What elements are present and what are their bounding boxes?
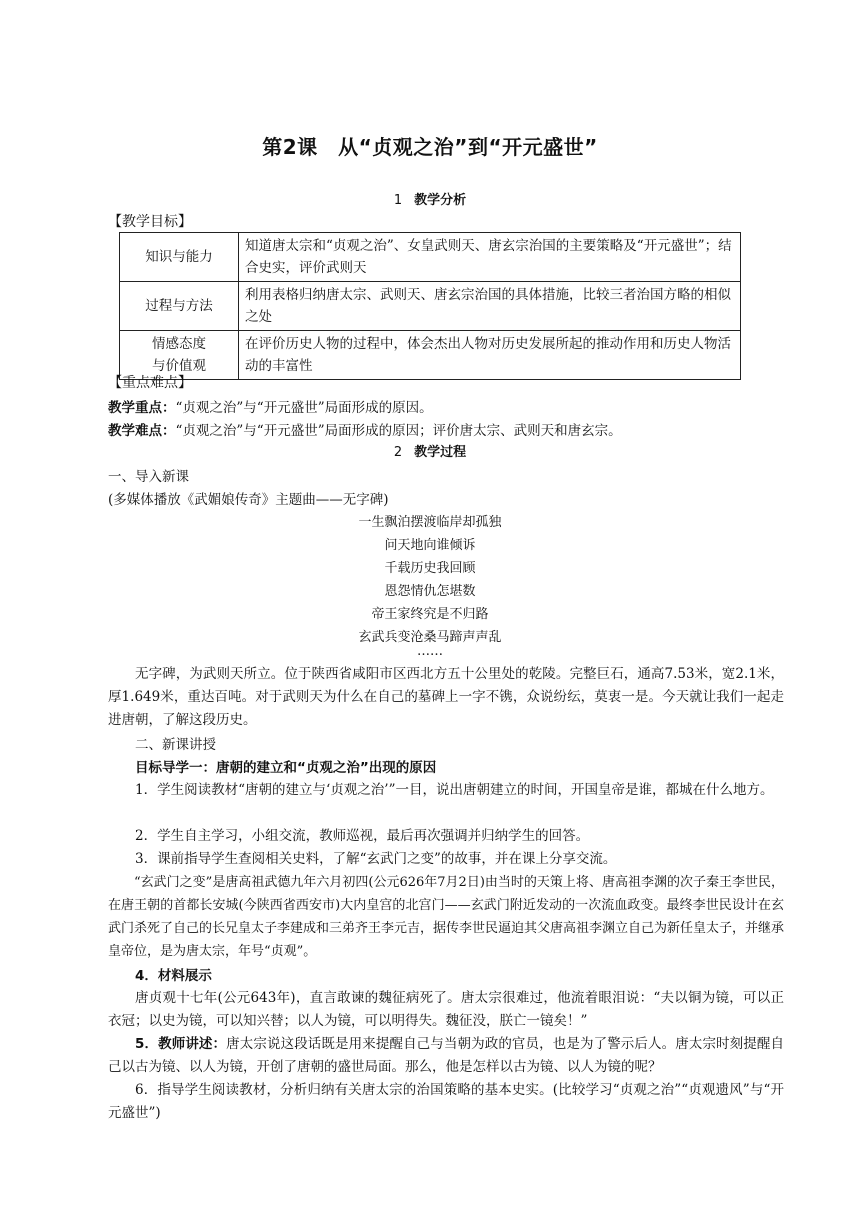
section-label: 教学分析 xyxy=(414,193,467,208)
key-points-heading: 【重点难点】 xyxy=(108,375,192,391)
key-point-text: “贞观之治”与“开元盛世”局面形成的原因。 xyxy=(175,400,433,416)
poem-line: 玄武兵变沧桑马蹄声声乱 xyxy=(358,630,502,645)
step-five xyxy=(108,1033,784,1079)
part-one-heading: 一、导入新课 xyxy=(108,469,189,485)
poem-line: 千载历史我回顾 xyxy=(384,561,476,576)
poem-ellipsis: …… xyxy=(417,644,443,659)
table-row xyxy=(120,331,741,380)
poem-line: 帝王家终究是不归路 xyxy=(371,607,489,622)
key-point-line xyxy=(108,396,433,416)
table-row xyxy=(120,282,741,331)
section-heading-analysis xyxy=(0,189,860,208)
part-two-heading: 二、新课讲授 xyxy=(135,737,216,753)
media-note: (多媒体播放《武媚娘传奇》主题曲——无字碑) xyxy=(108,492,389,508)
xuanwu-passage: “玄武门之变”是唐高祖武德九年六月初四(公元626年7月2日)由当时的天策上将、唐高祖李渊的次子秦王李世民，在唐王朝的首都长安城(今陕西省西安市)大内皇宫的北宫门——玄武门附近发动的一次流血政变。最终李世民设计在玄武门杀死了自己的长兄皇太子李建成和三弟齐王李元吉，据传李世民逼迫其父唐高祖李渊立自己为新任皇太子，并继承皇帝位，是为唐太宗，年号“贞观”。 xyxy=(108,875,785,959)
poem-line: 恩怨情仇怎堪数 xyxy=(384,584,476,599)
goals-table xyxy=(119,232,741,380)
poem-line: 问天地向谁倾诉 xyxy=(384,538,476,553)
goal-key: 过程与方法 xyxy=(120,282,239,331)
step-six: 6．指导学生阅读教材，分析归纳有关唐太宗的治国策略的基本史实。(比较学习“贞观之治”“贞观遗风”与“开元盛世”) xyxy=(108,1082,784,1121)
hard-point-text: “贞观之治”与“开元盛世”局面形成的原因；评价唐太宗、武则天和唐玄宗。 xyxy=(175,423,622,439)
goal-text: 利用表格归纳唐太宗、武则天、唐玄宗治国的具体措施，比较三者治国方略的相似之处 xyxy=(239,282,741,331)
section-number: 1 xyxy=(393,193,403,208)
lesson-title: 第2课 从“贞观之治”到“开元盛世” xyxy=(262,135,598,159)
poem-line: 一生飘泊摆渡临岸却孤独 xyxy=(358,515,502,530)
material-passage: 唐贞观十七年(公元643年)，直言敢谏的魏征病死了。唐太宗很难过，他流着眼泪说：“夫以铜为镜，可以正衣冠；以史为镜，可以知兴替；以人为镜，可以明得失。魏征没，朕亡一镜矣！” xyxy=(108,990,784,1029)
step-two: 2．学生自主学习，小组交流，教师巡视，最后再次强调并归纳学生的回答。 xyxy=(135,828,590,844)
key-point-label: 教学重点： xyxy=(108,400,176,416)
hard-point-line xyxy=(108,419,622,439)
section-label: 教学过程 xyxy=(414,445,467,460)
goal-text: 知道唐太宗和“贞观之治”、女皇武则天、唐玄宗治国的主要策略及“开元盛世”；结合史实，评价武则天 xyxy=(239,233,741,282)
goal-text: 在评价历史人物的过程中，体会杰出人物对历史发展所起的推动作用和历史人物活动的丰富性 xyxy=(239,331,741,380)
step-three: 3．课前指导学生查阅相关史料，了解“玄武门之变”的故事，并在课上分享交流。 xyxy=(135,851,617,867)
step-five-text: 唐太宗说这段话既是用来提醒自己与当朝为政的官员，也是为了警示后人。唐太宗时刻提醒自己以古为镜、以人为镜，开创了唐朝的盛世局面。那么，他是怎样以古为镜、以人为镜的呢？ xyxy=(108,1036,784,1075)
intro-paragraph: 无字碑，为武则天所立。位于陕西省咸阳市区西北方五十公里处的乾陵。完整巨石，通高7.53米，宽2.1米，厚1.649米，重达百吨。对于武则天为什么在自己的墓碑上一字不镌，众说纷纭，莫衷一是。今天就让我们一起走进唐朝，了解这段历史。 xyxy=(108,666,784,728)
step-one: 1．学生阅读教材“唐朝的建立与‘贞观之治’”一目，说出唐朝建立的时间，开国皇帝是谁，都城在什么地方。 xyxy=(135,782,774,798)
goal-key: 知识与能力 xyxy=(120,233,239,282)
step-five-label: 5．教师讲述： xyxy=(135,1036,227,1052)
step-four: 4．材料展示 xyxy=(135,968,212,984)
hard-point-label: 教学难点： xyxy=(108,423,176,439)
table-row xyxy=(120,233,741,282)
section-number: 2 xyxy=(393,445,403,460)
goals-heading: 【教学目标】 xyxy=(108,214,192,230)
target-one-heading: 目标导学一：唐朝的建立和“贞观之治”出现的原因 xyxy=(135,760,437,776)
section-heading-process xyxy=(0,441,860,460)
goal-key: 情感态度 与价值观 xyxy=(120,331,239,380)
